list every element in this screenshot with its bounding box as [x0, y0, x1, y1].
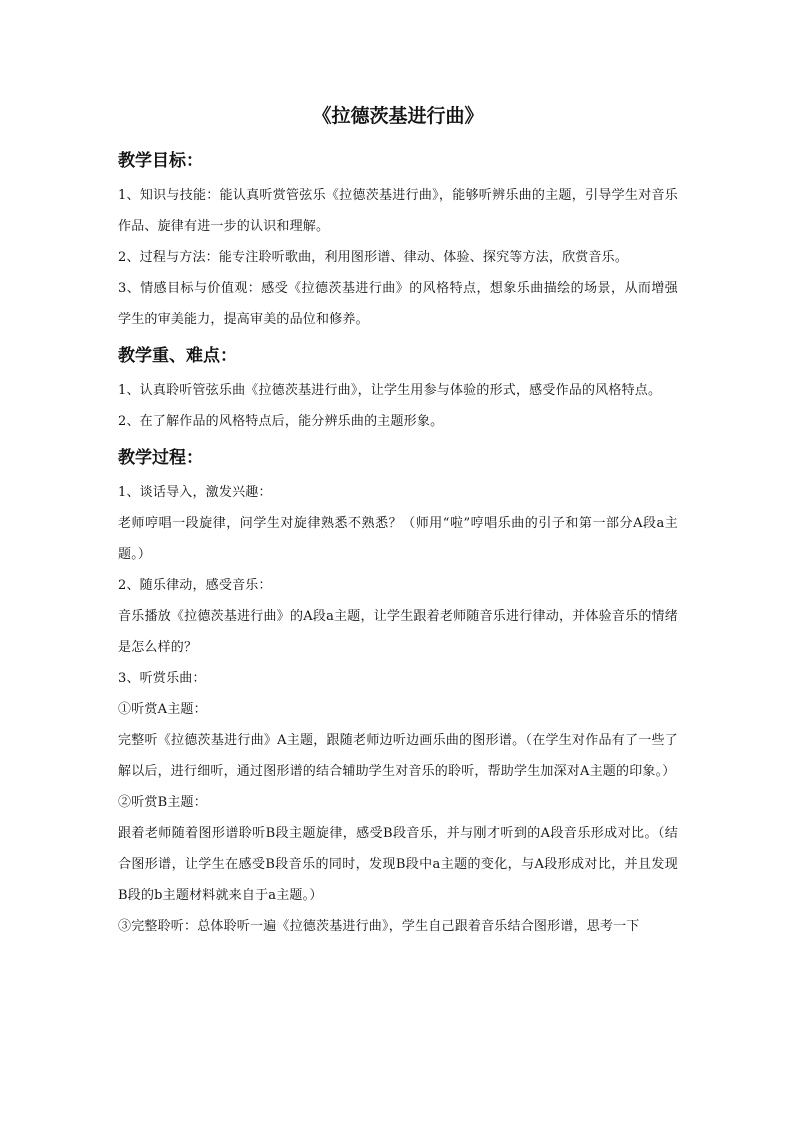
goal-item-2: 2、过程与方法：能专注聆听歌曲，利用图形谱、律动、体验、探究等方法，欣赏音乐。: [118, 250, 629, 265]
process-item-5: 3、听赏乐曲：: [118, 671, 206, 686]
section-heading-keypoints: 教学重、难点：: [118, 346, 237, 366]
process-item-4: 音乐播放《拉德茨基进行曲》的A段a主题，让学生跟着老师随音乐进行律动，并体验音乐的情绪是怎么样的？: [118, 609, 678, 655]
process-item-7: 完整听《拉德茨基进行曲》A主题，跟随老师边听边画乐曲的图形谱。（在学生对作品有了一些了解以后，进行细听，通过图形谱的结合辅助学生对音乐的聆听，帮助学生加深对A主题的印象。）: [118, 733, 678, 779]
goal-item-3: 3、情感目标与价值观：感受《拉德茨基进行曲》的风格特点，想象乐曲描绘的场景，从而增强学生的审美能力，提高审美的品位和修养。: [118, 281, 678, 327]
document-page: [118, 100, 678, 942]
section-heading-goals: 教学目标：: [118, 151, 203, 171]
process-item-8: ②听赏B主题：: [118, 795, 207, 810]
keypoint-item-1: 1、认真聆听管弦乐曲《拉德茨基进行曲》，让学生用参与体验的形式，感受作品的风格特点。: [118, 383, 662, 398]
goal-item-1: 1、知识与技能：能认真听赏管弦乐《拉德茨基进行曲》，能够听辨乐曲的主题，引导学生对音乐作品、旋律有进一步的认识和理解。: [118, 188, 678, 234]
document-title: 《拉德茨基进行曲》: [312, 105, 484, 127]
section-heading-process: 教学过程：: [118, 448, 203, 468]
process-item-1: 1、谈话导入，激发兴趣：: [118, 485, 272, 500]
keypoint-item-2: 2、在了解作品的风格特点后，能分辨乐曲的主题形象。: [118, 414, 444, 429]
process-item-9: 跟着老师随着图形谱聆听B段主题旋律，感受B段音乐，并与刚才听到的A段音乐形成对比。（结合图形谱，让学生在感受B段音乐的同时，发现B段中a主题的变化，与A段形成对比，并且发现B段的b主题材料就来自于a主题。）: [118, 826, 678, 903]
process-item-3: 2、随乐律动，感受音乐：: [118, 578, 272, 593]
process-item-6: ①听赏A主题：: [118, 702, 207, 717]
process-item-10: ③完整聆听：总体聆听一遍《拉德茨基进行曲》，学生自己跟着音乐结合图形谱，思考一下: [118, 919, 640, 934]
process-item-2: 老师哼唱一段旋律，问学生对旋律熟悉不熟悉？（师用“啦”哼唱乐曲的引子和第一部分A段a主题。）: [118, 516, 678, 562]
